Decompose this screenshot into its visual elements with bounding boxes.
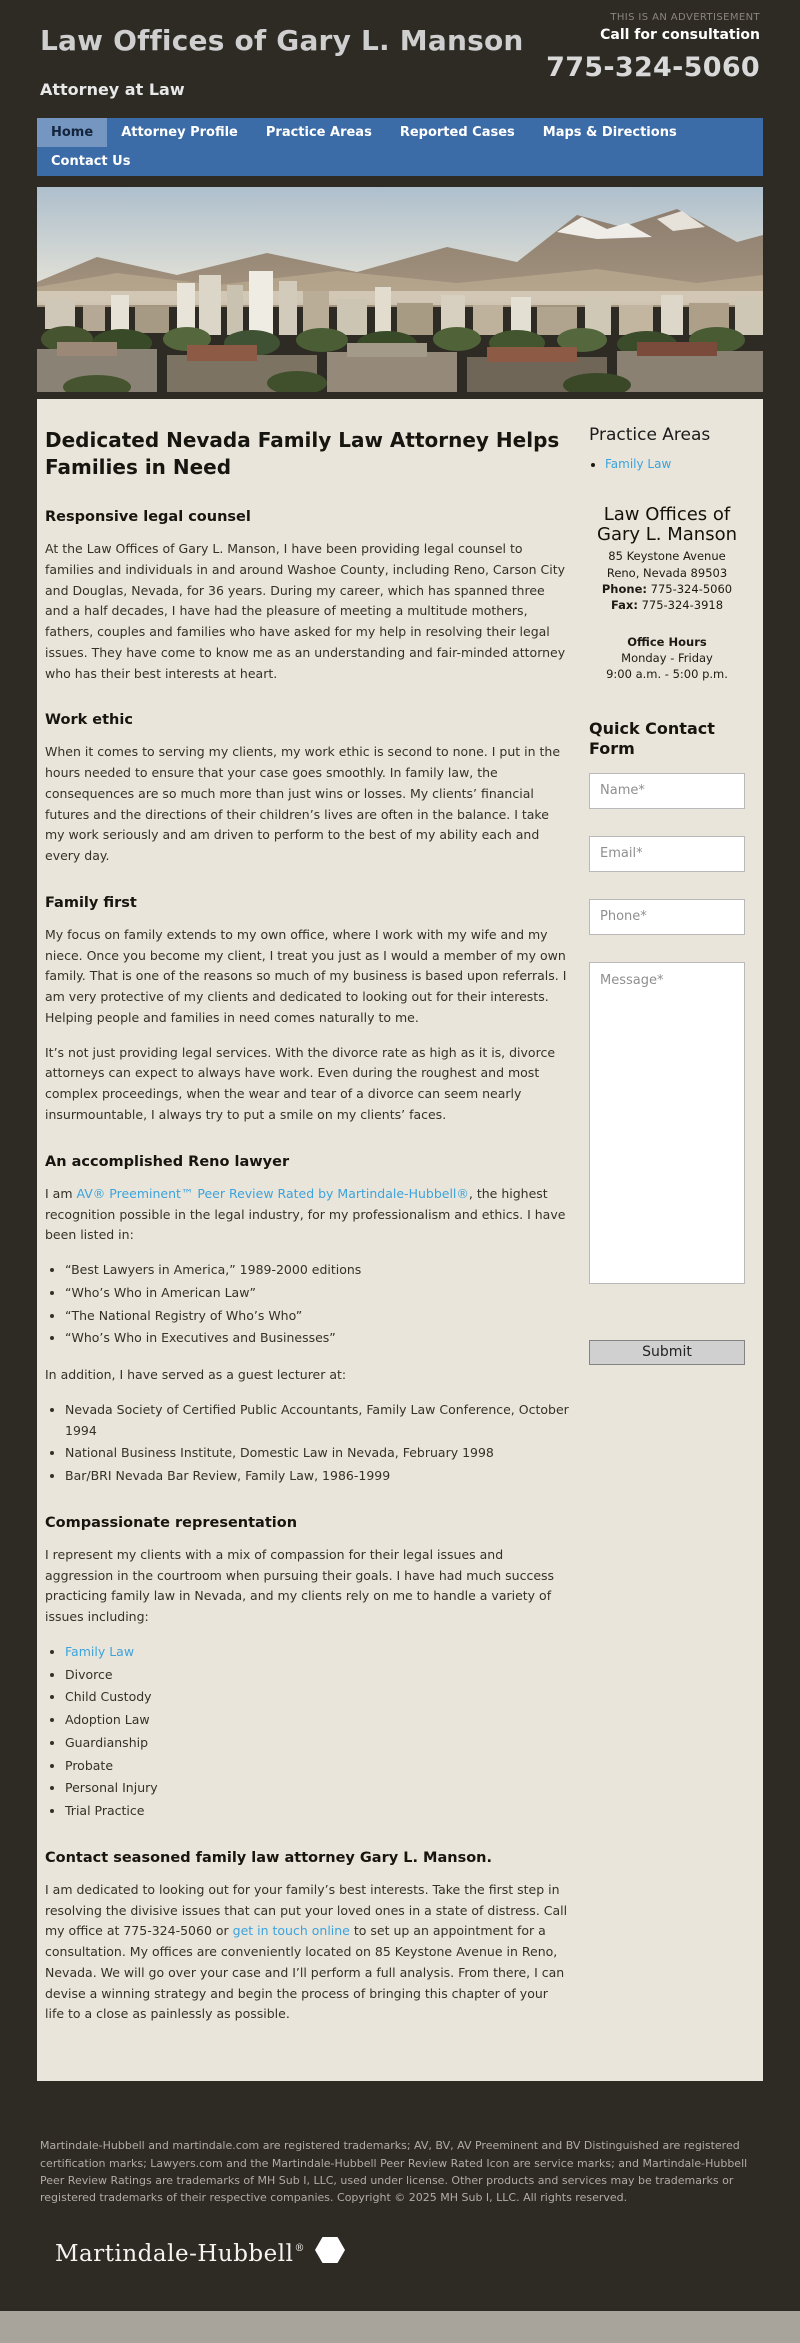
nav-item-practice-areas[interactable]: Practice Areas bbox=[265, 125, 372, 140]
paragraph-accomplished bbox=[45, 1184, 569, 1246]
fax-value: 775-324-3918 bbox=[637, 598, 724, 613]
sidebar bbox=[589, 413, 745, 2039]
footer bbox=[37, 2081, 763, 2271]
advertisement-note: THIS IS AN ADVERTISEMENT bbox=[610, 12, 760, 23]
quick-contact-form-heading: Quick Contact Form bbox=[589, 718, 715, 758]
paragraph-contact bbox=[45, 1880, 569, 2025]
list-item: • Divorce bbox=[65, 1665, 569, 1686]
paragraph-text: I am dedicated to looking out for your family’s best interests. Take the first step in resolving the divisive issues that can put your loved ones in a state of distress. Call my office at 775-324-5060 or bbox=[45, 1881, 568, 1939]
practice-areas-list bbox=[45, 1642, 569, 1822]
header-phone-number: 775-324-5060 bbox=[546, 52, 760, 83]
site-tagline: Attorney at Law bbox=[40, 80, 185, 99]
list-item bbox=[605, 457, 745, 471]
nav-item-home[interactable]: Home bbox=[37, 118, 107, 147]
nav-item-reported-cases[interactable]: Reported Cases bbox=[399, 125, 515, 140]
address-line: 85 Keystone Avenue bbox=[608, 549, 726, 564]
list-item: • Probate bbox=[65, 1756, 569, 1777]
page-title: Dedicated Nevada Family Law Attorney Helps Families in Need bbox=[45, 428, 560, 479]
heading-compassionate-representation: Compassionate representation bbox=[45, 1514, 298, 1531]
firm-address bbox=[589, 548, 745, 613]
address-line: Reno, Nevada 89503 bbox=[606, 565, 728, 580]
heading-family-first: Family first bbox=[45, 894, 137, 911]
list-item: • Adoption Law bbox=[65, 1710, 569, 1731]
nav-item-maps-directions[interactable]: Maps & Directions bbox=[542, 125, 677, 140]
hexagon-icon bbox=[315, 2237, 345, 2267]
list-item: • Bar/BRI Nevada Bar Review, Family Law, 1986-1999 bbox=[65, 1466, 569, 1487]
name-field[interactable] bbox=[589, 773, 745, 809]
awards-list bbox=[45, 1260, 569, 1349]
paragraph-family-first-2: It’s not just providing legal services. With the divorce rate as high as it is, divorce attorneys can expect to always have work. Even during the roughest and most complex proceedings, when the wear and tear of a divorce can seem nearly insurmountable, I always try to put a smile on my clients’ faces. bbox=[45, 1044, 556, 1122]
email-field[interactable] bbox=[589, 836, 745, 872]
site-title: Law Offices of Gary L. Manson bbox=[40, 24, 524, 57]
list-item: • Trial Practice bbox=[65, 1801, 569, 1822]
list-item: • National Business Institute, Domestic Law in Nevada, February 1998 bbox=[65, 1443, 569, 1464]
phone-value: 775-324-5060 bbox=[646, 581, 733, 596]
firm-contact-card bbox=[589, 505, 745, 683]
get-in-touch-online-link[interactable]: get in touch online bbox=[232, 1923, 350, 1939]
list-item: • “Who’s Who in Executives and Businesses” bbox=[65, 1328, 569, 1349]
heading-accomplished-reno-lawyer: An accomplished Reno lawyer bbox=[45, 1153, 290, 1170]
office-hours-days: Monday - Friday bbox=[621, 650, 713, 665]
firm-name-line1: Law Offices of bbox=[603, 504, 731, 525]
main-nav bbox=[37, 118, 763, 176]
phone-line bbox=[589, 581, 745, 597]
paragraph-work-ethic: When it comes to serving my clients, my work ethic is second to none. I put in the hours needed to ensure that your case goes smoothly. In family law, the consequences are so much more than just wins or losses. My clients’ financial futures and the directions of their children’s lives are often in the balance. I take my work seriously and am driven to perform to the best of my ability each and every day. bbox=[45, 744, 561, 864]
header-left bbox=[40, 10, 524, 106]
nav-item-contact-us[interactable]: Contact Us bbox=[51, 154, 131, 169]
logo-wordmark: Martindale-Hubbell® bbox=[55, 2240, 305, 2267]
list-item bbox=[65, 1642, 569, 1663]
main-column bbox=[45, 413, 589, 2039]
firm-name bbox=[589, 505, 745, 545]
paragraph-guest-lecturer: In addition, I have served as a guest lecturer at: bbox=[45, 1367, 347, 1382]
bottom-strip bbox=[0, 2311, 800, 2343]
lectures-list bbox=[45, 1400, 569, 1487]
paragraph-compassionate: I represent my clients with a mix of compassion for their legal issues and aggression in the courtroom when pursuing their goals. I have had much success practicing family law in Nevada, and my clients rely on me to handle a variety of issues including: bbox=[45, 1546, 555, 1625]
list-item: • Child Custody bbox=[65, 1687, 569, 1708]
phone-label: Phone: bbox=[601, 581, 647, 596]
heading-responsive-legal-counsel: Responsive legal counsel bbox=[45, 509, 251, 525]
fax-label: Fax: bbox=[610, 598, 638, 613]
list-item: • Nevada Society of Certified Public Accountants, Family Law Conference, October 1994 bbox=[65, 1400, 569, 1442]
martindale-hubbell-logo bbox=[55, 2237, 760, 2271]
paragraph-responsive-legal-counsel: At the Law Offices of Gary L. Manson, I have been providing legal counsel to families and individuals in and around Washoe County, including Reno, Carson City and Douglas, Nevada, for 36 years. During my career, which has spanned three and a half decades, I have had the pleasure of meeting a multitude mothers, fathers, couples and families who have asked for my help in resolving their legal issues. They have come to know me as an understanding and fair-minded attorney who has their best interests at heart. bbox=[45, 541, 566, 681]
office-hours-time: 9:00 a.m. - 5:00 p.m. bbox=[606, 667, 728, 682]
paragraph-text: I am bbox=[45, 1185, 77, 1201]
paragraph-family-first-1: My focus on family extends to my own office, where I work with my wife and my niece. Once you become my client, I treat you just as I would a member of my own family. That is one of the reasons so much of my business is based upon referrals. I am very protective of my clients and dedicated to looking out for their interests. Helping people and families in need comes naturally to me. bbox=[45, 926, 567, 1025]
phone-field[interactable] bbox=[589, 899, 745, 935]
message-field[interactable] bbox=[589, 962, 745, 1284]
site-header bbox=[37, 0, 763, 106]
footer-disclaimer: Martindale-Hubbell and martindale.com are registered trademarks; AV, BV, AV Preeminent and BV Distinguished are registered certification marks; Lawyers.com and the Martindale-Hubbell Peer Review Rated Icon are service marks; and Martindale-Hubbell Peer Review Ratings are trademarks of MH Sub I, LLC, used under license. Other products and services may be trademarks or registered trademarks of their respective companies. Copyright © 2025 MH Sub I, LLC. All rights reserved. bbox=[40, 2139, 748, 2205]
firm-name-line2: Gary L. Manson bbox=[597, 524, 737, 546]
header-right bbox=[546, 10, 760, 106]
nav-item-attorney-profile[interactable]: Attorney Profile bbox=[121, 125, 238, 140]
list-item: • “Best Lawyers in America,” 1989-2000 editions bbox=[65, 1260, 569, 1281]
av-preeminent-rating-link[interactable]: AV® Preeminent™ Peer Review Rated by Martindale-Hubbell® bbox=[76, 1185, 469, 1201]
list-item: • Personal Injury bbox=[65, 1778, 569, 1799]
sidebar-family-law-link[interactable]: Family Law bbox=[605, 457, 672, 471]
fax-line bbox=[589, 597, 745, 613]
sidebar-practice-areas-list bbox=[589, 457, 745, 471]
paragraph-text: , the highest recognition possible in the legal industry, for my professionalism and ethics. I have been listed in: bbox=[45, 1185, 566, 1243]
list-item: • “Who’s Who in American Law” bbox=[65, 1283, 569, 1304]
registered-mark: ® bbox=[294, 2242, 305, 2254]
list-item: • Guardianship bbox=[65, 1733, 569, 1754]
content-area bbox=[37, 399, 763, 2081]
family-law-link[interactable]: Family Law bbox=[65, 1643, 135, 1659]
heading-work-ethic: Work ethic bbox=[45, 712, 133, 729]
sidebar-practice-areas-heading: Practice Areas bbox=[589, 425, 711, 445]
paragraph-text: to set up an appointment for a consultation. My offices are conveniently located on 85 Keystone Avenue in Reno, Nevada. We will go over your case and I’ll perform a full analysis. From there, I can devise a winning strategy and begin the process of bringing this chapter of your life to a close as painlessly as possible. bbox=[45, 1923, 565, 2022]
list-item: • “The National Registry of Who’s Who” bbox=[65, 1306, 569, 1327]
call-for-consultation-label: Call for consultation bbox=[600, 27, 760, 43]
office-hours bbox=[589, 634, 745, 683]
heading-contact-attorney: Contact seasoned family law attorney Gary L. Manson. bbox=[45, 1849, 492, 1866]
quick-contact-form bbox=[589, 773, 745, 1365]
submit-button[interactable]: Submit bbox=[589, 1340, 745, 1365]
hero-image-reno-skyline bbox=[37, 187, 763, 392]
office-hours-heading: Office Hours bbox=[627, 634, 707, 649]
